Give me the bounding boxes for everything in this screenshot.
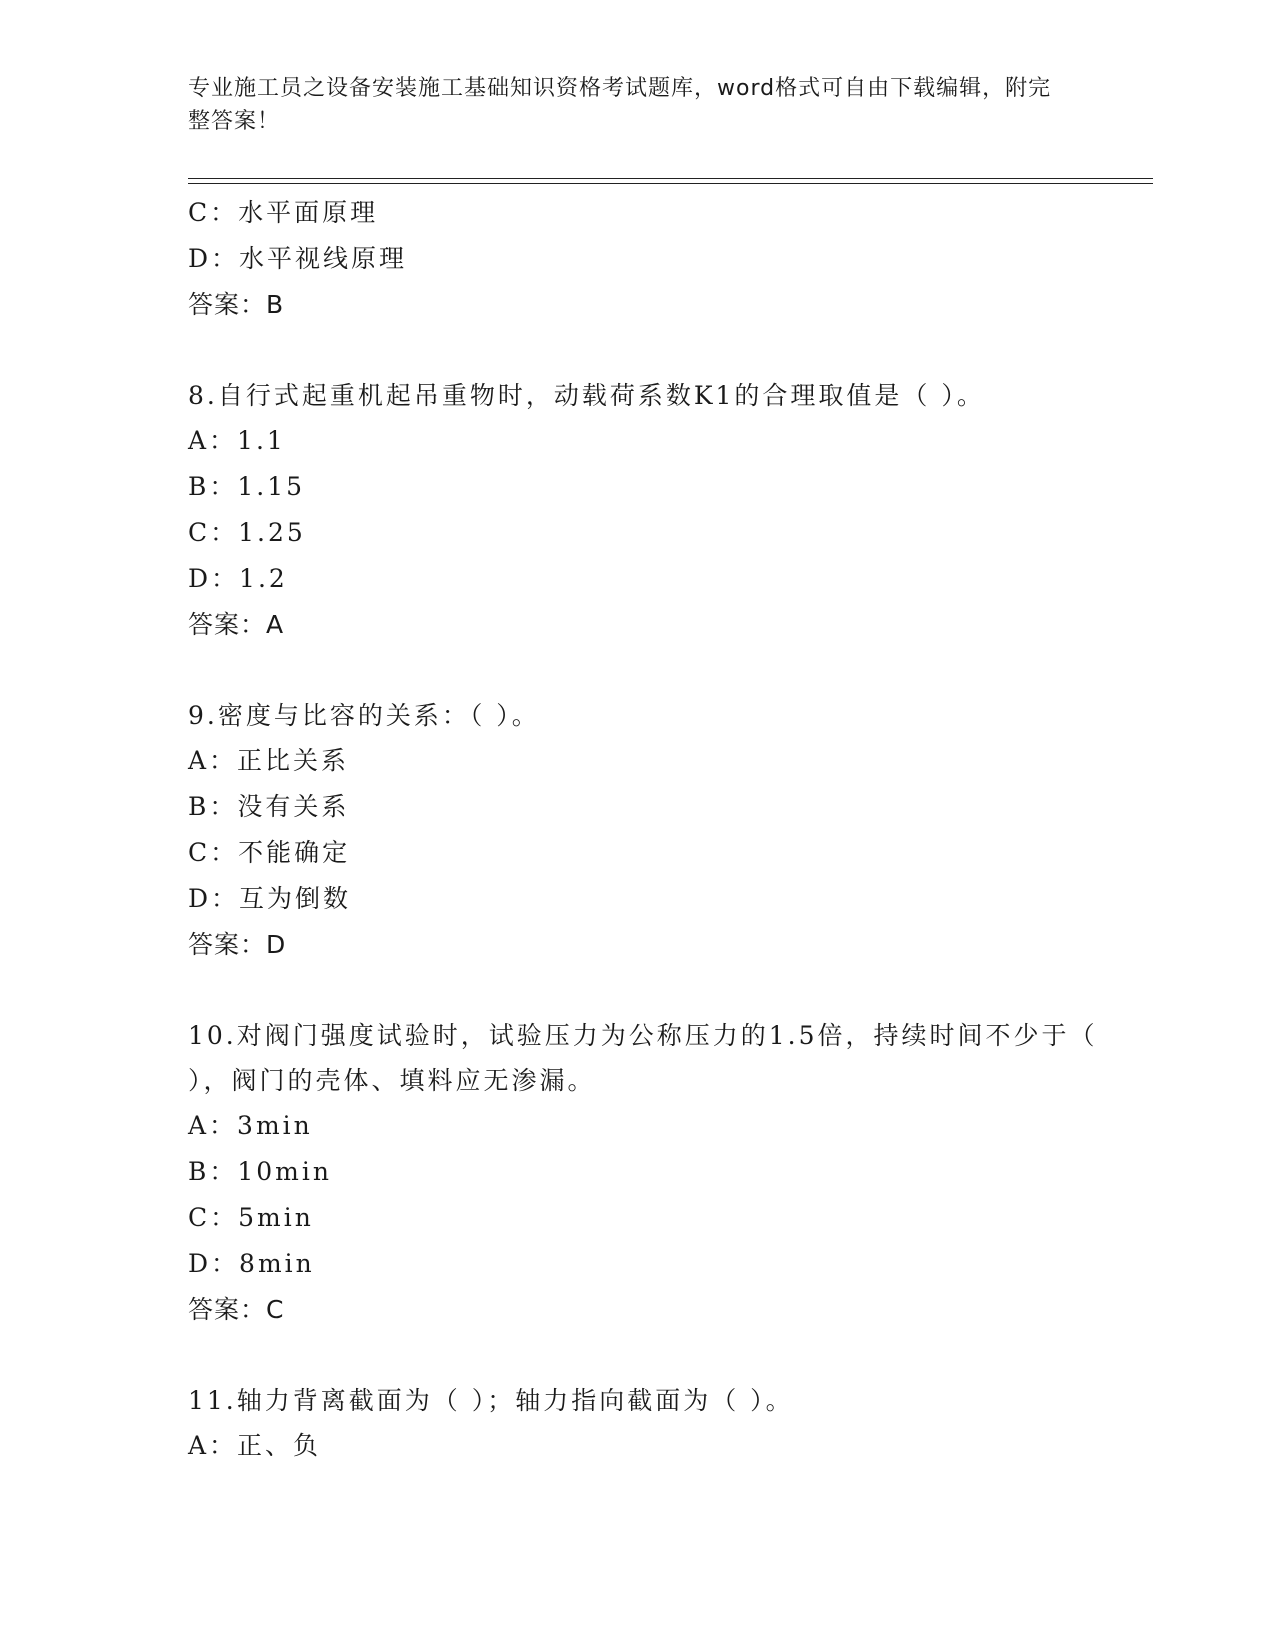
question-stem: 11.轴力背离截面为（ ）；轴力指向截面为（ ）。 xyxy=(188,1386,794,1415)
question-block-8 xyxy=(188,373,1118,648)
option-d: D：8min xyxy=(188,1249,315,1278)
spacer xyxy=(188,968,1118,1013)
option-a: A：3min xyxy=(188,1111,313,1140)
answer-line: 答案：C xyxy=(188,1295,285,1324)
option-a: A：1.1 xyxy=(188,426,286,455)
option-b: B：1.15 xyxy=(188,472,306,501)
option-d: D：互为倒数 xyxy=(188,884,352,913)
answer-line: 答案：D xyxy=(188,930,287,959)
question-stem: 8.自行式起重机起吊重物时，动载荷系数K1的合理取值是（ ）。 xyxy=(188,381,985,410)
option-a: A：正、负 xyxy=(188,1431,322,1460)
option-b: B：10min xyxy=(188,1157,332,1186)
question-block-11 xyxy=(188,1378,1118,1469)
option-d: D：水平视线原理 xyxy=(188,244,408,273)
question-block-9 xyxy=(188,693,1118,968)
option-c: C：水平面原理 xyxy=(188,198,379,227)
spacer xyxy=(188,328,1118,373)
option-c: C：5min xyxy=(188,1203,314,1232)
question-block-7 xyxy=(188,190,1118,328)
spacer xyxy=(188,1333,1118,1378)
option-a: A：正比关系 xyxy=(188,746,350,775)
question-list xyxy=(188,190,1118,1469)
header-rule-bottom xyxy=(188,183,1153,184)
question-block-10 xyxy=(188,1013,1118,1333)
answer-line: 答案：A xyxy=(188,610,285,639)
option-b: B：没有关系 xyxy=(188,792,350,821)
spacer xyxy=(188,648,1118,693)
option-c: C：不能确定 xyxy=(188,838,351,867)
question-stem: 10.对阀门强度试验时，试验压力为公称压力的1.5倍，持续时间不少于（ ），阀门的壳体、填料应无渗漏。 xyxy=(188,1021,1098,1095)
header-rule-top xyxy=(188,178,1153,179)
option-d: D：1.2 xyxy=(188,564,288,593)
question-stem: 9.密度与比容的关系：（ ）。 xyxy=(188,701,540,730)
document-intro: 专业施工员之设备安装施工基础知识资格考试题库，word格式可自由下载编辑，附完整答案！ xyxy=(188,76,1052,134)
answer-line: 答案：B xyxy=(188,290,285,319)
option-c: C：1.25 xyxy=(188,518,306,547)
